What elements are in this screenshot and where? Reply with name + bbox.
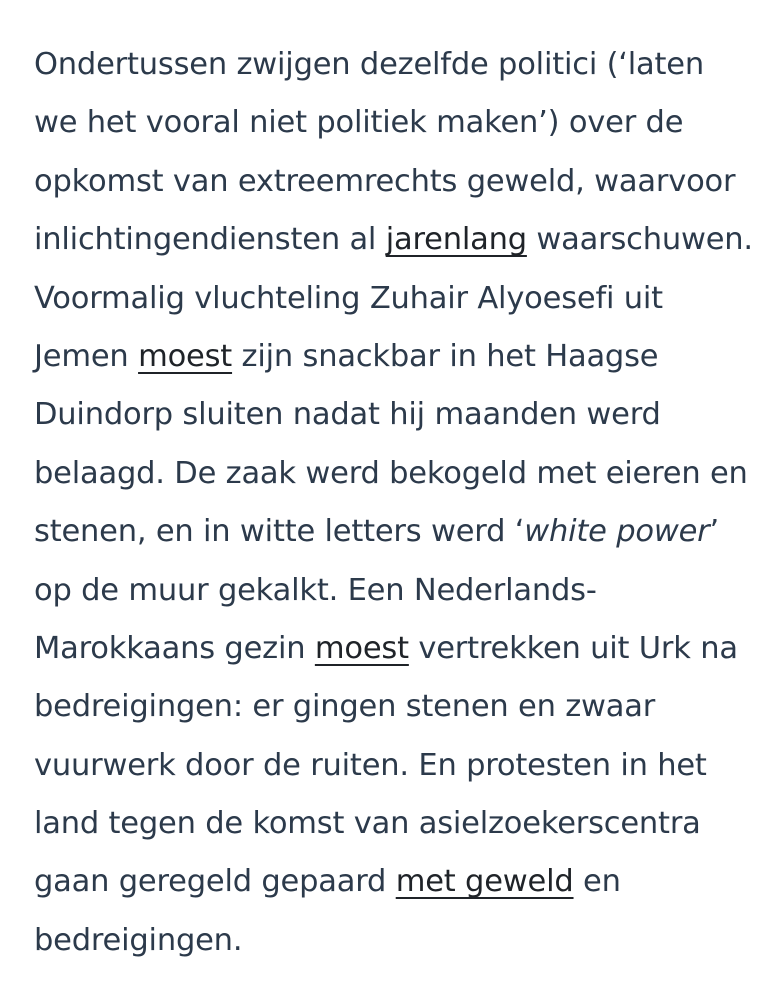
emphasis-white-power: white power	[524, 514, 710, 550]
text-segment: ’	[709, 514, 719, 550]
link-moest-snackbar[interactable]: moest	[138, 338, 233, 374]
text-line: vuurwerk door de ruiten. En protesten in het	[34, 747, 707, 783]
text-line: bedreigingen.	[34, 922, 243, 958]
text-segment: stenen, en in witte letters werd ‘	[34, 514, 525, 550]
text-segment: zijn snackbar in het Haagse	[232, 338, 659, 374]
text-line: Voormalig vluchteling Zuhair Alyoesefi uit	[34, 280, 663, 316]
text-line	[34, 328, 762, 386]
article-paragraph	[34, 36, 762, 970]
text-line: opkomst van extreemrechts geweld, waarvoor	[34, 163, 736, 199]
text-line	[34, 620, 762, 678]
text-segment: vertrekken uit Urk na	[408, 630, 738, 666]
text-segment: Jemen	[34, 338, 139, 374]
link-met-geweld[interactable]: met geweld	[395, 864, 574, 900]
text-segment: Marokkaans gezin	[34, 630, 315, 666]
text-line: bedreigingen: er gingen stenen en zwaar	[34, 689, 656, 725]
text-segment: gaan geregeld gepaard	[34, 864, 396, 900]
text-line: Duindorp sluiten nadat hij maanden werd	[34, 397, 661, 433]
text-segment: inlichtingendiensten al	[34, 222, 386, 258]
text-segment: waarschuwen.	[526, 222, 753, 258]
link-jarenlang[interactable]: jarenlang	[385, 222, 527, 258]
text-line: we het vooral niet politiek maken’) over de	[34, 105, 684, 141]
text-line: belaagd. De zaak werd bekogeld met eieren en	[34, 455, 748, 491]
text-line: land tegen de komst van asielzoekerscentra	[34, 806, 701, 842]
text-line	[34, 503, 762, 561]
text-line	[34, 853, 762, 911]
text-line	[34, 211, 762, 269]
link-moest-urk[interactable]: moest	[314, 630, 409, 666]
text-line: Ondertussen zwijgen dezelfde politici (‘laten	[34, 47, 704, 82]
text-line: op de muur gekalkt. Een Nederlands-	[34, 572, 597, 608]
text-segment: en	[573, 864, 621, 900]
